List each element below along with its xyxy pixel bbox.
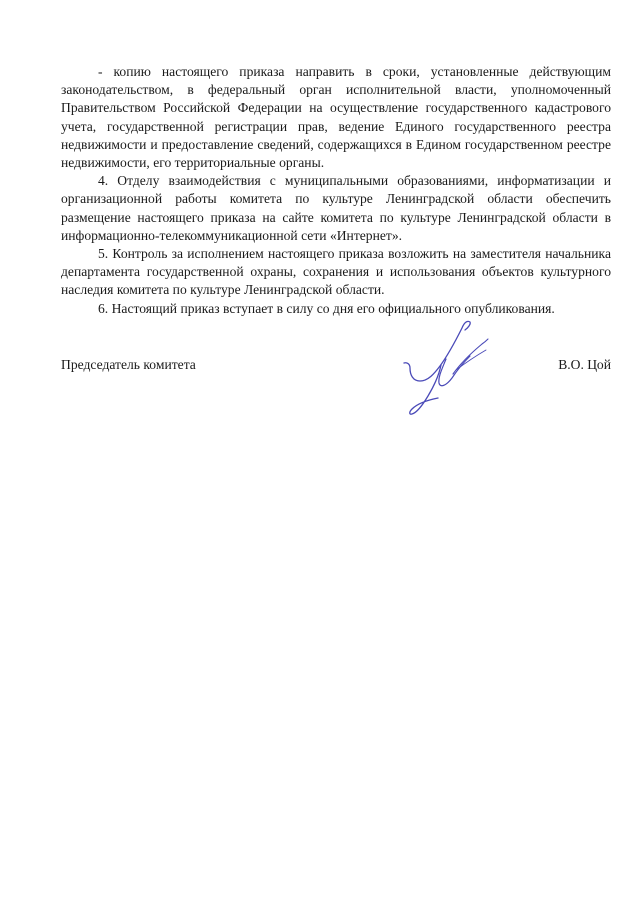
paragraph-copy-directive: - копию настоящего приказа направить в сроки, установленные действующим законодательством, в федеральный орган исполнительной власти, уполномоченный Правительством Российской Федерации на осуществление государственного кадастрового учета, государственной регистрации прав, ведение Единого государственного реестра недвижимости и предоставление сведений, содержащихся в Едином государственном реестре недвижимости, его территориальные органы. [61,64,611,171]
document-body [61,63,611,318]
handwritten-signature [398,318,494,420]
paragraph-item-5: 5. Контроль за исполнением настоящего приказа возложить на заместителя начальника департамента государственной охраны, сохранения и использования объектов культурного наследия комитета по культуре Ленинградской области. [61,246,611,298]
signer-name: В.О. Цой [558,357,611,372]
signer-position-title: Председатель комитета [61,357,196,372]
paragraph-item-6: 6. Настоящий приказ вступает в силу со дня его официального опубликования. [98,300,555,316]
paragraph-item-4: 4. Отделу взаимодействия с муниципальными образованиями, информатизации и организационной работы комитета по культуре Ленинградской области обеспечить размещение настоящего приказа на сайте комитета по культуре Ленинградской области в информационно-телекоммуникационной сети «Интернет». [61,173,611,243]
